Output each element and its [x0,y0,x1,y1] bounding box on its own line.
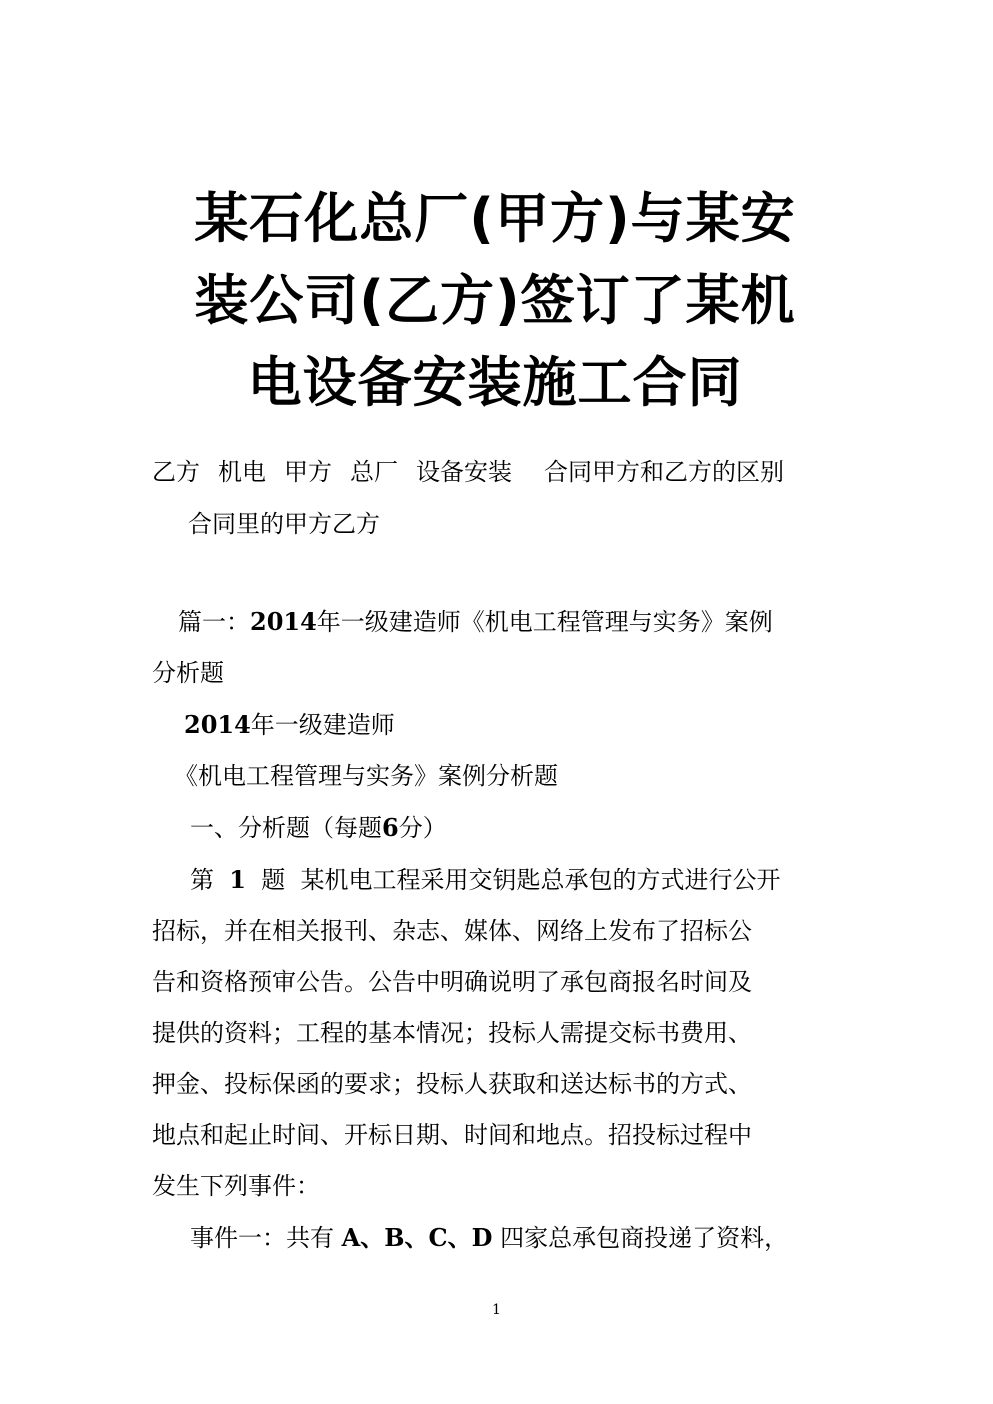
question-line: 提供的资料；工程的基本情况；投标人需提交标书费用、 [152,1019,752,1047]
question-line: 地点和起止时间、开标日期、时间和地点。招投标过程中 [152,1121,752,1149]
keyword: 总厂 [350,458,398,486]
keyword: 乙方 [152,458,200,486]
page-number: 1 [492,1302,501,1318]
document-title [150,178,840,424]
title-line-1: 某石化总厂(甲方)与某安 [194,187,796,250]
document-body [152,596,852,1264]
section-heading-continuation: 分析题 [152,659,224,687]
question-line: 告和资格预审公告。公告中明确说明了承包商报名时间及 [152,968,752,996]
part-heading: 一、分析题（每题6分） [190,813,447,842]
keyword: 甲方 [284,458,332,486]
keyword: 合同甲方和乙方的区别 [544,458,784,486]
question-line: 招标，并在相关报刊、杂志、媒体、网络上发布了招标公 [152,917,752,945]
keyword-list [152,446,852,550]
subheading: 2014年一级建造师 [184,710,395,739]
keyword: 设备安装 [416,458,512,486]
keyword: 合同里的甲方乙方 [188,510,380,538]
subheading-2: 《机电工程管理与实务》案例分析题 [174,762,558,790]
question-first-line: 第 1 题 某机电工程采用交钥匙总承包的方式进行公开 [190,865,781,894]
section-heading: 篇一：2014年一级建造师《机电工程管理与实务》案例 [178,607,773,636]
title-line-2: 装公司(乙方)签订了某机 [194,269,796,332]
event-line: 事件一：共有 A、B、C、D 四家总承包商投递了资料， [190,1223,789,1252]
title-line-3: 电设备安装施工合同 [247,351,743,414]
question-line: 发生下列事件： [152,1172,320,1200]
keyword: 机电 [218,458,266,486]
question-line: 押金、投标保函的要求；投标人获取和送达标书的方式、 [152,1070,752,1098]
